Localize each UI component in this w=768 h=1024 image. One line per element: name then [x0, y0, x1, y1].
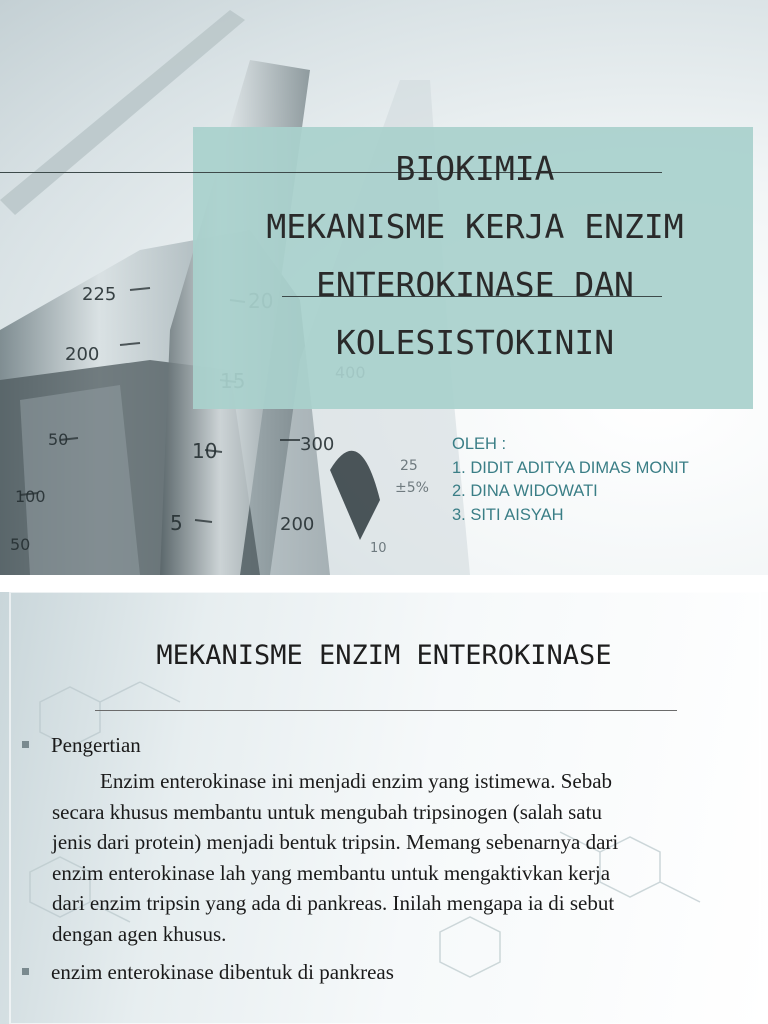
bullet-text: enzim enterokinase dibentuk di pankreas — [51, 960, 394, 984]
bullet-square-icon — [22, 968, 29, 975]
paragraph-line: Enzim enterokinase ini menjadi enzim yang istimewa. Sebab — [100, 769, 613, 793]
definition-paragraph — [52, 766, 768, 949]
glass-marking: 225 — [82, 284, 117, 305]
slide-2 — [0, 592, 768, 1024]
glass-marking: 5 — [170, 511, 183, 535]
slide-2-title: MEKANISME ENZIM ENTEROKINASE — [156, 640, 612, 671]
bullet-square-icon — [22, 741, 29, 748]
slide-1-title — [190, 140, 760, 372]
glass-marking: 25 — [400, 458, 418, 474]
glass-marking: 10 — [192, 439, 218, 463]
title-divider — [95, 710, 677, 711]
bullet-item — [22, 960, 394, 985]
author-list — [452, 433, 689, 527]
author-heading: OLEH : — [452, 435, 507, 453]
glass-marking: 10 — [370, 541, 387, 556]
glass-marking: 300 — [300, 434, 335, 455]
author-item: 3. SITI AISYAH — [452, 505, 564, 524]
author-item: 2. DINA WIDOWATI — [452, 482, 598, 500]
title-line: KOLESISTOKININ — [335, 323, 615, 362]
paragraph-line: jenis dari protein) menjadi bentuk tripsin. Memang sebenarnya dari — [52, 830, 619, 854]
glass-marking: 100 — [15, 487, 46, 506]
title-line: ENTEROKINASE DAN — [316, 265, 634, 304]
slide-gap — [0, 575, 768, 592]
paragraph-line: enzim enterokinase lah yang membantu untuk mengaktivkan kerja — [52, 860, 611, 885]
paragraph-line: dari enzim tripsin yang ada di pankreas. Inilah mengapa ia di sebut — [52, 891, 615, 915]
bullet-item — [22, 733, 141, 758]
bullet-text: Pengertian — [51, 733, 141, 757]
glass-marking: 50 — [10, 535, 31, 554]
title-line: BIOKIMIA — [395, 149, 555, 188]
paragraph-line: dengan agen khusus. — [52, 921, 227, 946]
title-line: MEKANISME KERJA ENZIM — [266, 207, 684, 246]
paragraph-line: secara khusus membantu untuk mengubah tripsinogen (salah satu — [52, 799, 602, 824]
glass-marking: ±5% — [395, 480, 429, 496]
glass-marking: 50 — [48, 430, 69, 449]
glass-marking: 200 — [280, 514, 315, 535]
author-item: 1. DIDIT ADITYA DIMAS MONIT — [452, 458, 689, 477]
glass-marking: 200 — [65, 344, 100, 365]
